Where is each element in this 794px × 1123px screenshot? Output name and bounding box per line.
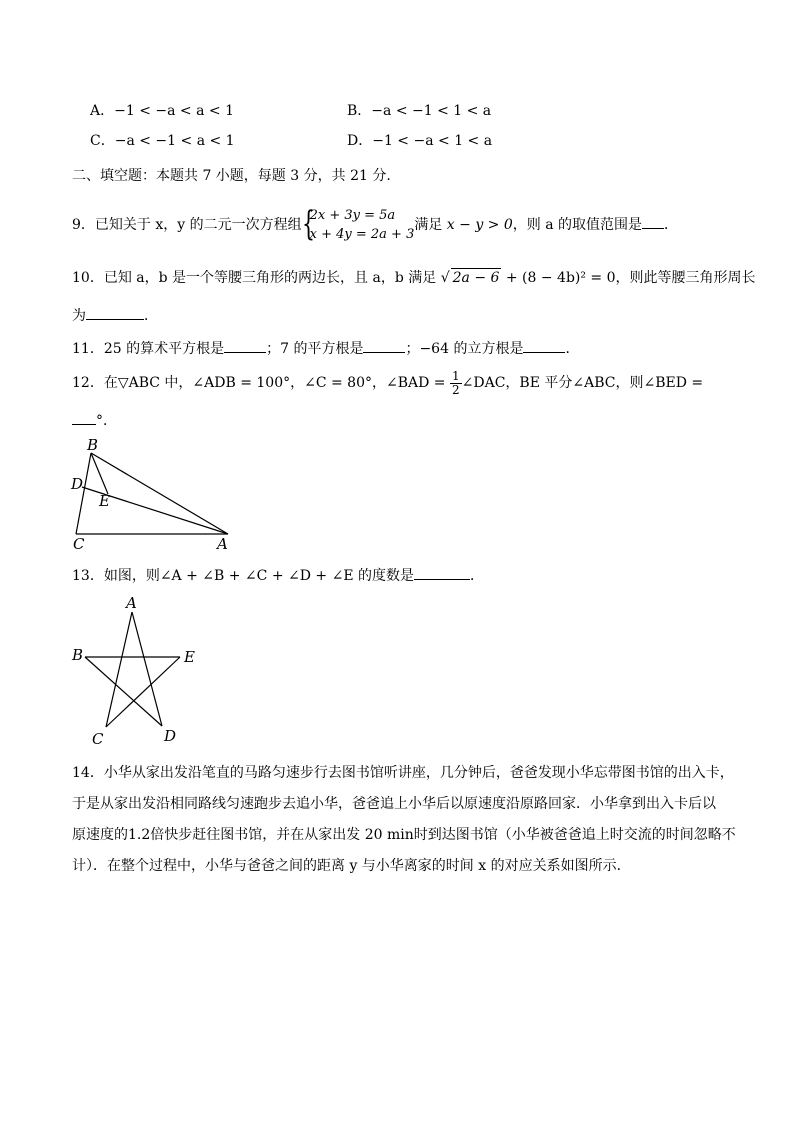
q10-rest: + (8 − 4b)² = 0，则此等腰三角形周长	[505, 270, 756, 286]
equation-1: 2x + 3y = 5a	[309, 208, 396, 223]
answer-blank-13[interactable]	[414, 565, 470, 580]
label-e: E	[99, 492, 110, 510]
fraction-half	[450, 370, 462, 397]
answer-blank-9[interactable]	[642, 214, 664, 229]
section-heading: 二、填空题：本题共 7 小题，每题 3 分，共 21 分.	[72, 168, 391, 184]
question-9	[72, 205, 678, 245]
q13-text: 13．如图，则∠A + ∠B + ∠C + ∠D + ∠E 的度数是	[72, 568, 414, 584]
q12-line2-text: °．	[96, 413, 117, 429]
option-a: A．−1 < −a < a < 1	[90, 103, 234, 119]
q9-prefix: 9．已知关于 x，y 的二元一次方程组	[72, 217, 302, 233]
label-a: A	[217, 535, 228, 552]
equation-system	[302, 206, 415, 244]
question-14-line4: 计）．在整个过程中，小华与爸爸之间的距离 y 与小华离家的时间 x 的对应关系如图所示．	[72, 858, 631, 874]
question-12	[72, 368, 703, 398]
q11-part2: ；7 的平方根是	[266, 341, 364, 357]
line-a-c	[106, 612, 132, 727]
question-12-line2	[72, 410, 117, 430]
line-b-d	[85, 657, 162, 726]
answer-blank-10[interactable]	[86, 305, 144, 320]
q13-end: ．	[470, 568, 484, 584]
label-b: B	[87, 436, 99, 454]
star-label-b: B	[72, 646, 84, 664]
label-c: C	[73, 535, 85, 552]
star-label-c: C	[92, 730, 104, 748]
q10-end: ．	[144, 308, 158, 324]
side-ba	[91, 453, 228, 534]
q9-middle: 满足	[414, 217, 443, 233]
brace-icon: {	[301, 204, 315, 244]
segment-be	[91, 453, 108, 494]
question-11	[72, 338, 579, 358]
q10-radicand: 2a − 6	[452, 270, 500, 286]
answer-blank-12[interactable]	[72, 410, 96, 425]
question-13	[72, 565, 484, 585]
label-d: D	[71, 475, 84, 493]
option-c: C．−a < −1 < a < 1	[90, 133, 235, 149]
question-10	[72, 268, 756, 287]
fraction-numerator: 1	[451, 368, 460, 383]
line-a-d	[132, 612, 162, 726]
q9-suffix: ，则 a 的取值范围是	[512, 217, 643, 233]
q12-part1: 12．在▽ABC 中，∠ADB = 100°，∠C = 80°，∠BAD =	[72, 375, 446, 391]
line-e-c	[106, 657, 180, 727]
q9-end: ．	[664, 217, 679, 233]
star-label-e: E	[184, 648, 195, 666]
equation-2: x + 4y = 2a + 3	[309, 227, 415, 242]
star-figure	[68, 590, 208, 750]
star-label-d: D	[164, 727, 177, 745]
q10-line2-text: 为	[72, 308, 86, 324]
triangle-figure	[65, 436, 240, 552]
side-bc	[76, 453, 91, 534]
option-b: B．−a < −1 < 1 < a	[347, 103, 492, 119]
q10-prefix: 10．已知 a，b 是一个等腰三角形的两边长，且 a，b 满足	[72, 270, 437, 286]
q12-part2: ∠DAC，BE 平分∠ABC，则∠BED =	[461, 375, 704, 391]
q11-part1: 11．25 的算术平方根是	[72, 341, 225, 357]
option-d: D．−1 < −a < 1 < a	[347, 133, 493, 149]
q11-end: ．	[565, 341, 580, 357]
question-10-line2	[72, 305, 158, 325]
fraction-denominator: 2	[451, 382, 460, 397]
sqrt-icon: √	[440, 270, 450, 286]
answer-blank-11c[interactable]	[523, 338, 565, 353]
answer-blank-11a[interactable]	[224, 338, 266, 353]
star-label-a: A	[126, 594, 137, 612]
answer-blank-11b[interactable]	[363, 338, 405, 353]
q9-condition: x − y > 0	[446, 217, 513, 233]
question-14-line2: 于是从家出发沿相同路线匀速跑步去追小华，爸爸追上小华后以原速度沿原路回家．小华拿到出入卡后以	[72, 796, 716, 812]
question-14-line3: 原速度的1.2倍快步赶往图书馆，并在从家出发 20 min时到达图书馆（小华被爸爸追上时交流的时间忽略不	[72, 827, 736, 843]
question-14-line1: 14．小华从家出发沿笔直的马路匀速步行去图书馆听讲座，几分钟后，爸爸发现小华忘带图书馆的出入卡，	[72, 765, 734, 781]
q11-part3: ；−64 的立方根是	[405, 341, 524, 357]
